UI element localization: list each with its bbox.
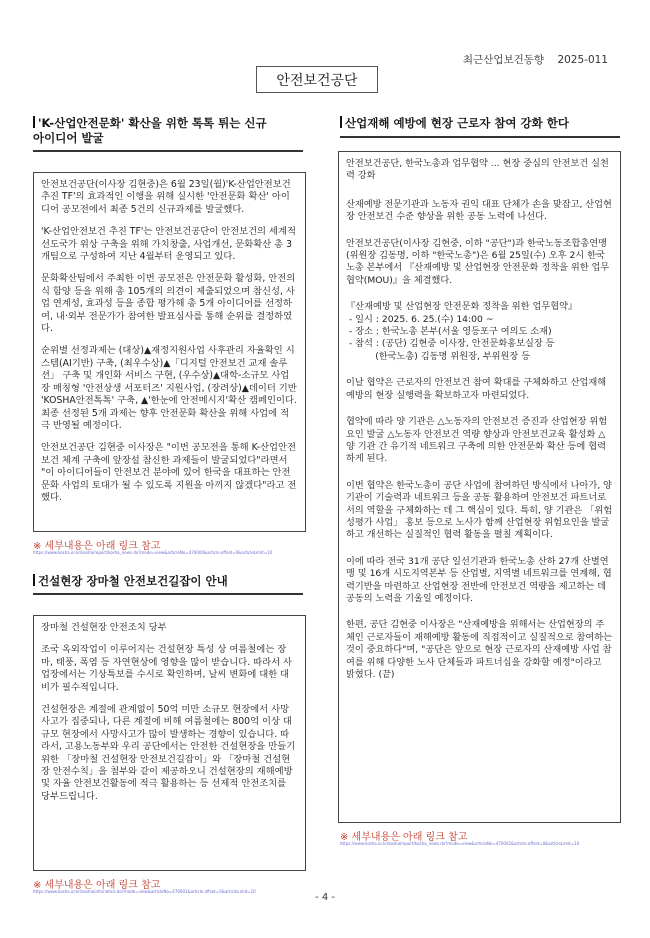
mou-line: (한국노총) 김동명 위원장, 부위원장 등 <box>346 350 531 362</box>
paragraph: 장마철 건설현장 안전조치 당부 <box>41 622 167 633</box>
source-link[interactable]: https://www.kosha.or.kr/kosha/report/kosha_news.do?mode=view&articleNo=470002&article.offset=0&articleLimit=10 <box>340 841 580 846</box>
right-section-box <box>338 151 621 823</box>
heading-text: 건설현장 장마철 안전보건길잡이 안내 <box>38 574 228 588</box>
source-link[interactable]: https://www.kosha.or.kr/kosha/report/kosha_news.do?mode=view&articleNo=470000&article.offset=0&articleLimit=10 <box>33 550 273 555</box>
source-note: ※ 세부내용은 아래 링크 참고 <box>33 880 161 891</box>
paragraph: 이에 따라 전국 31개 공단 일선기관과 한국노총 산하 27개 산별연맹 및 16개 시도지역본부 등 산업별, 지역별 네트워크를 연계해, 협력기반을 마련하고 산업현장 전반에 안전보건 역량을 제고하는 데 공동의 노력을 기울일 예정이다. <box>346 555 612 604</box>
mou-line: 『산재예방 및 산업현장 안전문화 정착을 위한 업무협약』 <box>346 301 578 313</box>
heading-bar-icon <box>33 574 35 586</box>
mou-info <box>346 301 613 363</box>
left-section1-box <box>33 172 306 532</box>
intro: 안전보건공단, 한국노총과 업무협약 ... 현장 중심의 안전보건 실천력 강화 <box>346 158 609 182</box>
heading-text: 산업재해 예방에 현장 근로자 참여 강화 한다 <box>345 116 569 130</box>
heading-bar-icon <box>340 116 342 128</box>
page-title: 안전보건공단 <box>256 66 378 93</box>
paragraph: 안전보건공단(이사장 김현중)은 6월 23일(월)'K-산업안전보건 추진 TF'의 효과적인 이행을 위해 실시한 '안전문화 확산' 아이디어 공모전에서 최종 5건의 신규과제를 발굴했다. <box>41 179 291 215</box>
paragraph: 조국 옥외작업이 이루어지는 건설현장 특성 상 여름철에는 장마, 태풍, 폭염 등 자연현상에 영향을 많이 받습니다. 따라서 사업장에서는 기상특보를 수시로 확인하며, 날씨 변화에 대한 대비가 필수적입니다. <box>41 644 293 693</box>
mou-line: - 참석 : (공단) 김현중 이사장, 안전문화홍보실장 등 <box>346 338 555 350</box>
heading-rule <box>340 136 620 138</box>
heading-line2: 아이디어 발굴 <box>33 131 104 145</box>
paragraph: 안전보건공단 김현중 이사장은 "이번 공모전을 통해 K-산업안전보건 체계 구축에 앞장설 참신한 과제들이 발굴되었다"라면서 "이 아이디어들이 안전보건 분야에 있어 한국을 대표하는 안전문화 사업의 토대가 될 수 있도록 지원을 아끼지 않겠다"라고 전했다. <box>41 442 297 503</box>
heading-rule <box>33 593 303 595</box>
source-note: ※ 세부내용은 아래 링크 참고 <box>340 832 468 843</box>
paragraph: 건설현장은 계절에 관계없이 50억 미만 소규모 현장에서 사망사고가 집중되나, 다른 계절에 비해 여름철에는 800억 이상 대규모 현장에서 사망사고가 많이 발생하는 경향이 있습니다. 따라서, 고용노동부와 우리 공단에서는 안전한 건설현장을 만들기 위한 「장마철 건설현장 안전보건길잡이」와 「장마철 건설현장 안전수칙」을 첨부와 같이 제공하오니 건설현장의 재해예방 및 자율 안전보건활동에 적극 활용하는 등 선제적 안전조치를 당부드립니다. <box>41 704 296 802</box>
page-number: - 4 - <box>315 892 335 903</box>
heading-line1: 'K-산업안전문화' 확산을 위한 톡톡 튀는 신규 <box>38 116 267 130</box>
paragraph: 안전보건공단(이사장 김현중, 이하 "공단")과 한국노동조합총연맹(위원장 김동명, 이하 "한국노총")은 6월 25일(수) 오후 2시 한국노총 본부에서 『산재예방 및 산업현장 안전문화 정착을 위한 업무협약(MOU)』을 체결했다. <box>346 237 610 286</box>
paragraph: 순위별 선정과제는 (대상)▲재정지원사업 사후관리 자율확인 시스템(AI기반) 구축, (최우수상)▲「디지털 안전보건 교재 솔루션」 구축 및 개인화 서비스 구현, (우수상)▲대학-소규모 사업장 매칭형 '안전상생 서포터즈' 지원사업, (장려상)▲데이터 기반 'KOSHA안전톡톡' 구축, ▲'한눈에 안전메시지'확산 캠페인이다. 최종 선정된 5개 과제는 향후 안전문화 확산을 위해 사업에 적극 반영될 예정이다. <box>41 345 297 431</box>
paragraph: 협약에 따라 양 기관은 △노동자의 안전보건 증진과 산업현장 위험요인 발굴 △노동자 안전보건 역량 향상과 안전보건교육 활성화 △양 기관 간 유기적 네트워크 구축에 의한 안전문화 확산 등에 협력하게 된다. <box>346 416 608 465</box>
right-section-heading <box>340 116 620 131</box>
paragraph: 문화확산팀에서 주최한 이번 공모전은 안전문화 활성화, 안전의식 함양 등을 위해 총 105개의 의견이 제출되었으며 참신성, 사업 연계성, 효과성 등을 종합 평가해 총 5개 아이디어를 선정하여, 내·외부 전문가가 참여한 발표심사를 통해 순위를 결정하였다. <box>41 273 296 335</box>
paragraph: 이번 협약은 한국노총이 공단 사업에 참여하던 방식에서 나아가, 양 기관이 기술력과 네트워크 등을 공동 활용하여 안전보건 파트너로서의 역할을 구체화하는 데 그 핵심이 있다. 특히, 양 기관은 「위험성평가 사업」 홍보 등으로 노사가 함께 산업현장 위험요인을 발굴하고 개선하는 실질적인 협력 활동을 펼칠 계획이다. <box>346 479 613 541</box>
mou-line: - 일시 : 2025. 6. 25.(수) 14:00 ~ <box>346 313 494 325</box>
left-section2-heading <box>33 574 303 589</box>
document-header <box>463 52 608 67</box>
paragraph: 'K-산업안전보건 추진 TF'는 안전보건공단이 안전보건의 세계적 선도국가 위상 구축을 위해 가치창출, 사업개선, 문화확산 총 3개팀으로 구성하여 지난 4월부터 운영되고 있다. <box>41 226 296 263</box>
source-link[interactable]: https://www.kosha.or.kr/kosha/info/notice.do?mode=view&articleNo=470001&article.offset=0&articleLimit=10 <box>33 889 256 894</box>
doc-title: 최근산업보건동향 <box>462 54 545 66</box>
doc-code: 2025-011 <box>557 54 608 66</box>
source-note: ※ 세부내용은 아래 링크 참고 <box>33 541 161 552</box>
paragraph: 산재예방 전문기관과 노동자 권익 대표 단체가 손을 맞잡고, 산업현장 안전보건 수준 향상을 위한 공동 노력에 나선다. <box>346 198 612 223</box>
heading-rule <box>33 150 303 152</box>
left-section1-heading <box>33 116 303 146</box>
paragraph: 한편, 공단 김현중 이사장은 "산재예방을 위해서는 산업현장의 주체인 근로자들이 재해예방 활동에 직접적이고 실질적으로 참여하는 것이 중요하다"며, "공단은 앞으로 현장 근로자의 산재예방 사업 참여를 위해 다양한 노사 단체들과 파트너십을 강화할 예정"이라고 밝혔다. (끝) <box>346 619 613 680</box>
heading-bar-icon <box>33 116 35 128</box>
paragraph: 이날 협약은 근로자의 안전보건 참여 확대를 구체화하고 산업재해 예방의 현장 실행력을 확보하고자 마련되었다. <box>346 377 607 401</box>
mou-line: - 장소 : 한국노총 본부(서울 영등포구 여의도 소재) <box>346 326 552 338</box>
left-section2-box <box>33 615 306 871</box>
